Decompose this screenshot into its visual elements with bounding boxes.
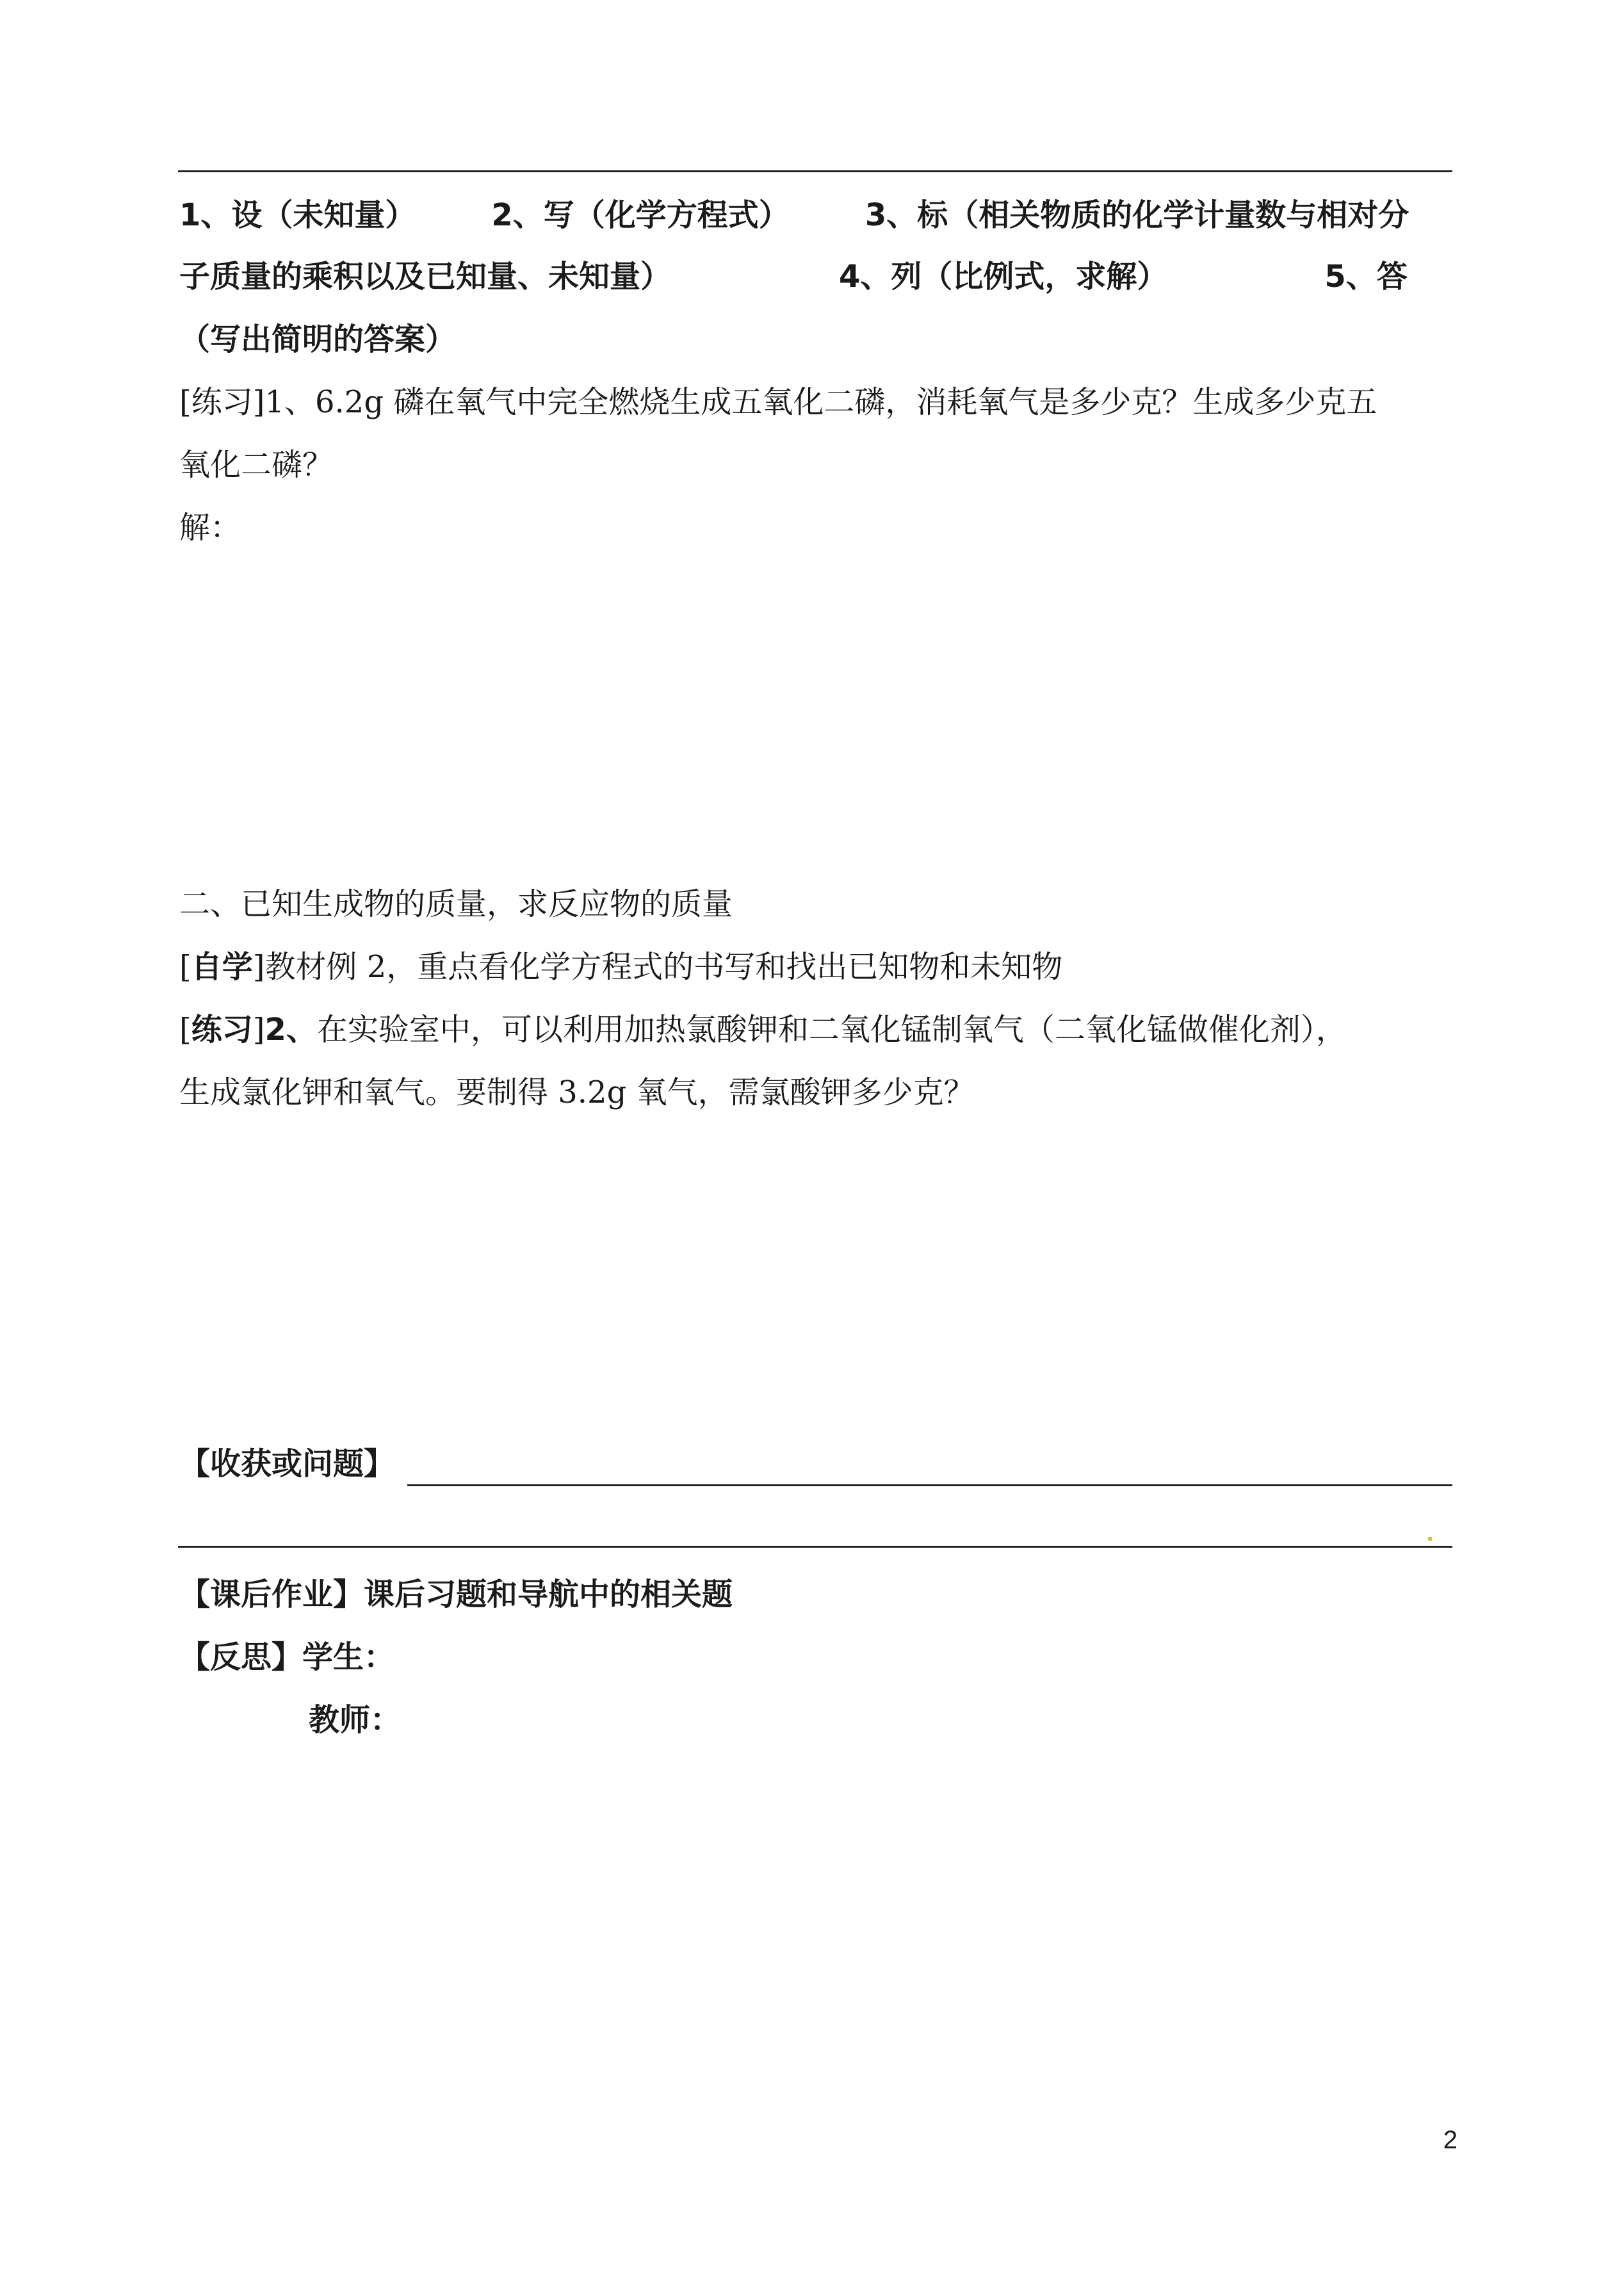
exercise-2-number: 2、 [264, 1012, 317, 1048]
steps-line-2 [179, 259, 1408, 295]
step-5-cont: （写出简明的答案） [179, 321, 457, 357]
steps-line-3 [179, 321, 457, 357]
step-3-cont: 子质量的乘积以及已知量、未知量） [179, 259, 672, 295]
top-rule [178, 170, 1452, 172]
exercise-1-text-cont: 氧化二磷？ [179, 447, 334, 483]
exercise-2-text: 在实验室中，可以利用加热氯酸钾和二氧化锰制氧气（二氧化锰做催化剂）， [316, 1012, 1347, 1048]
step-1: 1、设（未知量） [179, 197, 416, 233]
homework-line: 【课后作业】课后习题和导航中的相关题 [179, 1577, 733, 1612]
bracket-open: [ [179, 1012, 191, 1048]
section-2-heading: 二、已知生成物的质量，求反应物的质量 [179, 886, 733, 922]
step-5: 5、答 [1324, 259, 1408, 295]
steps-line-1 [179, 197, 1409, 233]
exercise-1-text: 1、6.2g 磷在氧气中完全燃烧生成五氧化二磷，消耗氧气是多少克？生成多少克五 [264, 384, 1377, 420]
exercise-2-line-2 [179, 1077, 975, 1108]
exercise-2-line-1 [179, 1012, 1347, 1048]
self-study-tag: 自学 [191, 949, 253, 985]
harvest-blank-line [407, 1484, 1452, 1486]
exercise-1-line-1 [179, 384, 1377, 420]
bracket-close: ] [252, 1012, 265, 1048]
bracket-open: [ [179, 949, 191, 985]
step-2: 2、写（化学方程式） [491, 197, 790, 233]
exercise-2-tag: 练习 [191, 1012, 253, 1048]
self-study-line [179, 949, 1063, 985]
step-3: 3、标（相关物质的化学计量数与相对分 [865, 197, 1409, 233]
self-study-text: 教材例 2，重点看化学方程式的书写和找出已知物和未知物 [264, 949, 1063, 985]
reflect-line: 【反思】学生： [179, 1639, 395, 1675]
exercise-1-answer-label: 解： [179, 510, 241, 546]
exercise-1-tag: [练习] [179, 384, 265, 420]
stray-mark [1428, 1537, 1432, 1541]
teacher-line: 教师： [309, 1702, 402, 1738]
exercise-2-text-cont: 生成氯化钾和氧气。要制得 3.2g 氧气，需氯酸钾多少克？ [179, 1075, 975, 1110]
harvest-label: 【收获或问题】 [179, 1446, 395, 1482]
bracket-close: ] [252, 949, 265, 985]
step-4: 4、列（比例式，求解） [839, 259, 1168, 295]
harvest-second-rule [178, 1546, 1452, 1548]
page-number: 2 [1443, 2126, 1458, 2154]
exercise-1-line-2 [179, 447, 334, 483]
